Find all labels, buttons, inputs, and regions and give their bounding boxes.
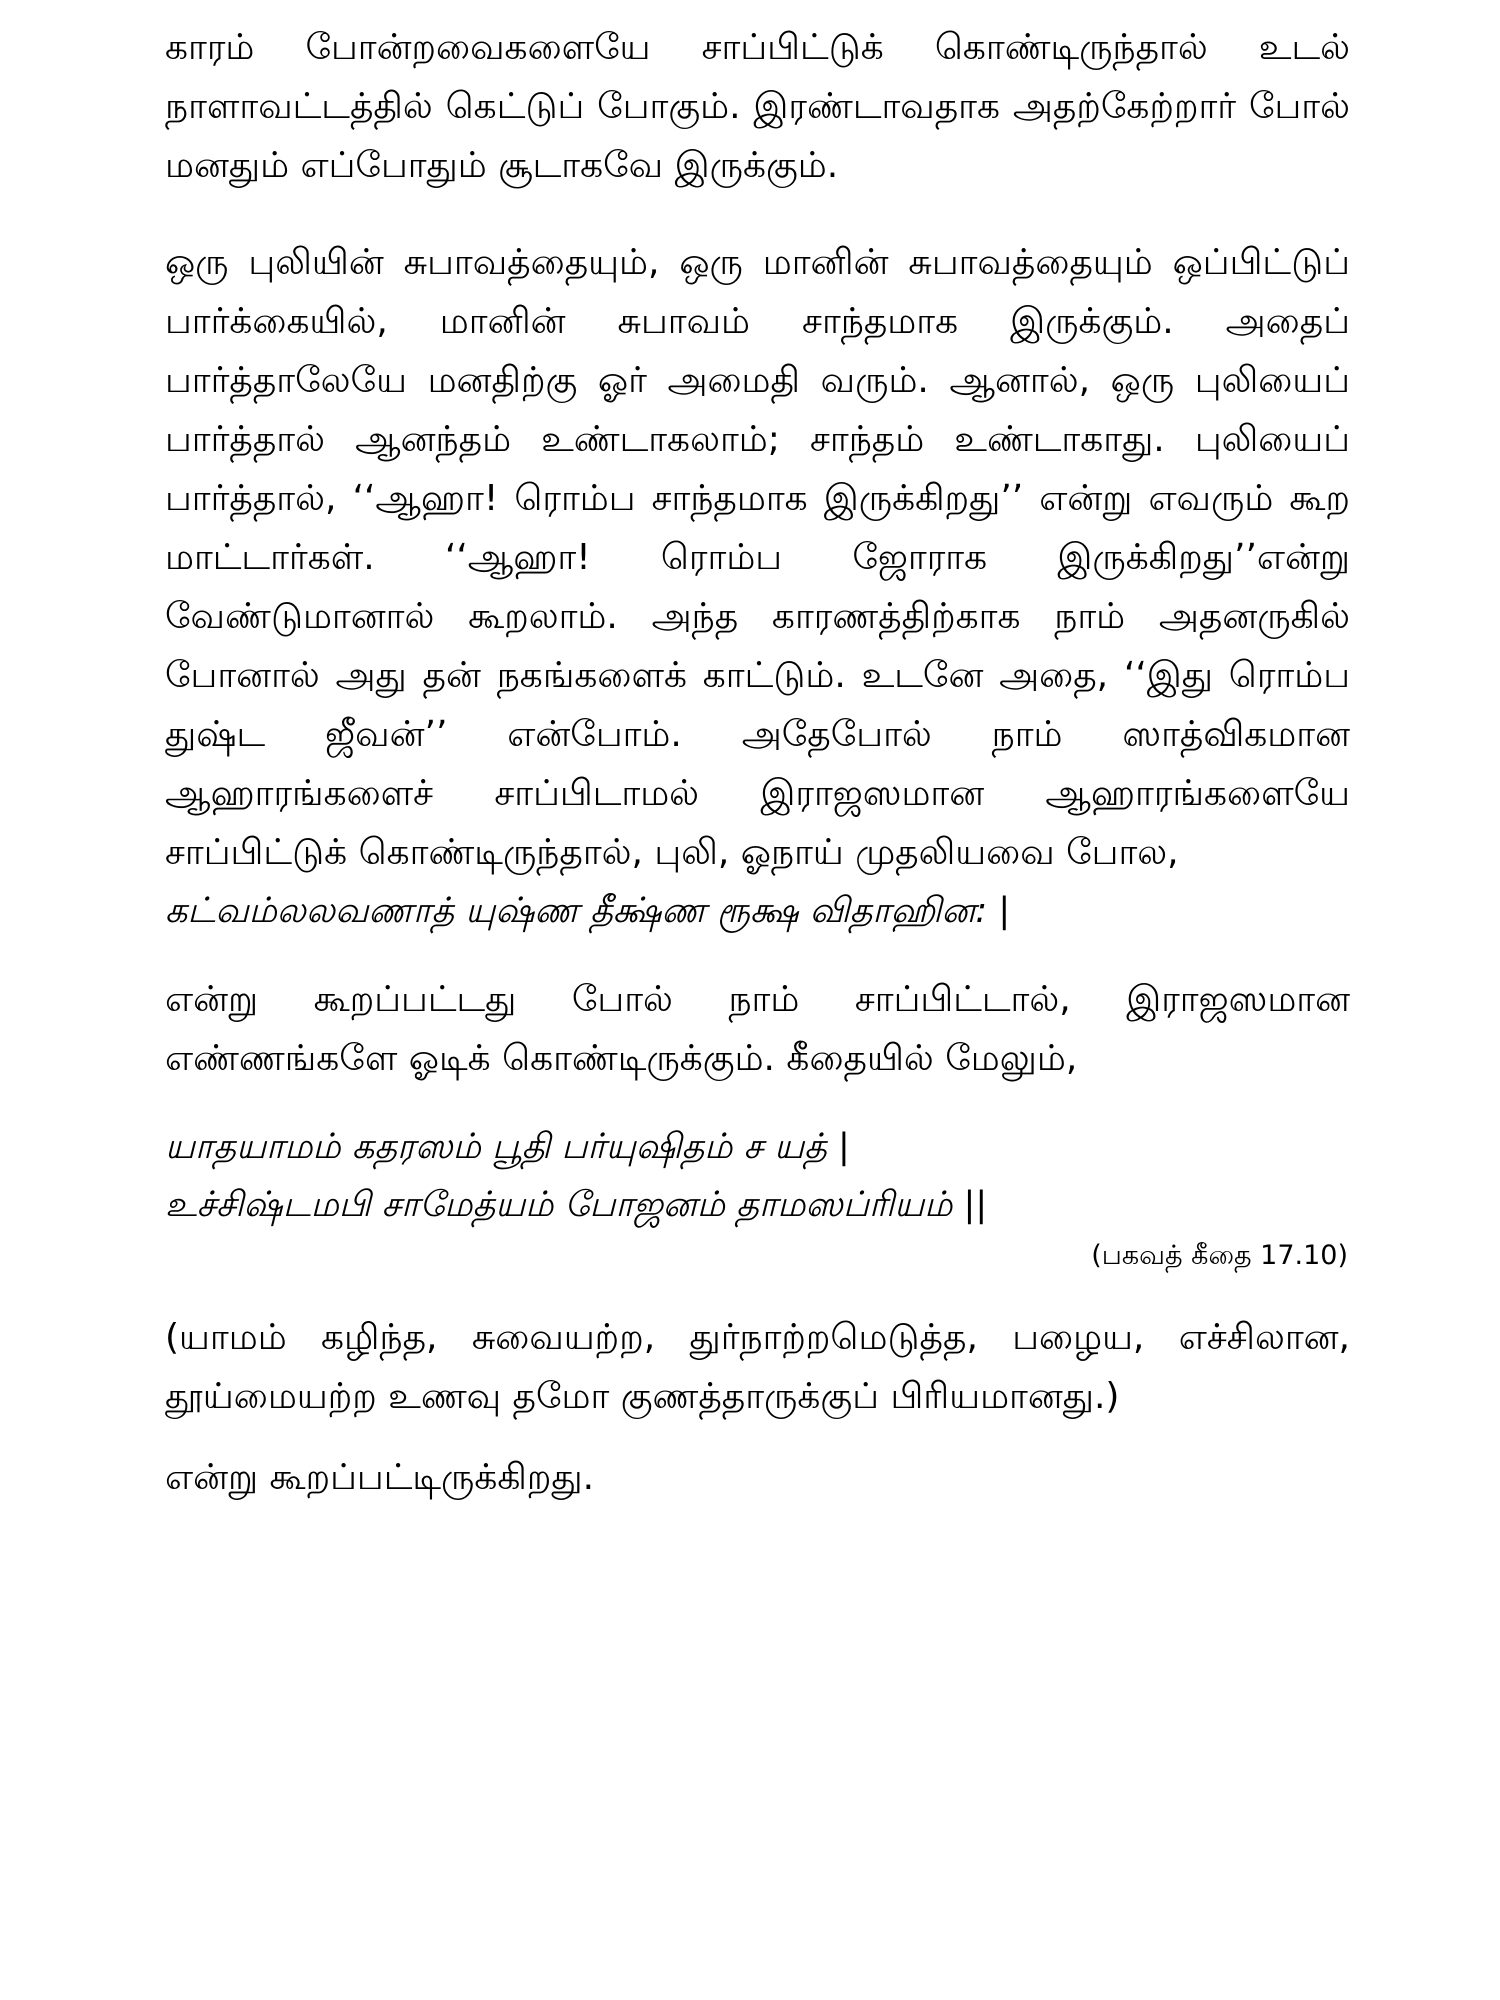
verse-rajasic-foods: கட்வம்லலவணாத் யுஷ்ண தீக்ஷ்ண ரூக்ஷ விதாஹின: |	[165, 891, 1011, 931]
verse-tamasic-food	[165, 1118, 1350, 1234]
paragraph-rajasic-thoughts: என்று கூறப்பட்டது போல் நாம் சாப்பிட்டால், இராஜஸமான எண்ணங்களே ஓடிக் கொண்டிருக்கும். கீதையில் மேலும்,	[165, 979, 1350, 1079]
paragraph-heat-effects: காரம் போன்றவைகளையே சாப்பிட்டுக் கொண்டிருந்தால் உடல் நாளாவட்டத்தில் கெட்டுப் போகும். இரண்டாவதாக அதற்கேற்றார் போல் மனதும் எப்போதும் சூடாகவே இருக்கும்.	[165, 27, 1350, 186]
verse-reference: (பகவத் கீதை 17.10)	[1091, 1240, 1348, 1271]
verse-line-1: யாதயாமம் கதரஸம் பூதி பர்யுஷிதம் ச யத் |	[165, 1127, 850, 1167]
verse-line-2: உச்சிஷ்டமபி சாமேத்யம் போஜனம் தாமஸப்ரியம் ||	[165, 1185, 988, 1225]
paragraph-tiger-deer: ஒரு புலியின் சுபாவத்தையும், ஒரு மானின் சுபாவத்தையும் ஒப்பிட்டுப் பார்க்கையில், மானின் சுபாவம் சாந்தமாக இருக்கும். அதைப் பார்த்தாலேயே மனதிற்கு ஓர் அமைதி வரும். ஆனால், ஒரு புலியைப் பார்த்தால் ஆனந்தம் உண்டாகலாம்; சாந்தம் உண்டாகாது. புலியைப் பார்த்தால், ‘‘ஆஹா! ரொம்ப சாந்தமாக இருக்கிறது’’ என்று எவரும் கூற மாட்டார்கள். ‘‘ஆஹா! ரொம்ப ஜோராக இருக்கிறது’’என்று வேண்டுமானால் கூறலாம். அந்த காரணத்திற்காக நாம் அதனருகில் போனால் அது தன் நகங்களைக் காட்டும். உடனே அதை, ‘‘இது ரொம்ப துஷ்ட ஜீவன்’’ என்போம். அதேபோல் நாம் ஸாத்விகமான ஆஹாரங்களைச் சாப்பிடாமல் இராஜஸமான ஆஹாரங்களையே சாப்பிட்டுக் கொண்டிருந்தால், புலி, ஓநாய் முதலியவை போல,	[165, 242, 1350, 873]
document-page	[165, 18, 1350, 1507]
paragraph-closing: என்று கூறப்பட்டிருக்கிறது.	[165, 1457, 595, 1498]
paragraph-translation: (யாமம் கழிந்த, சுவையற்ற, துர்நாற்றமெடுத்த, பழைய, எச்சிலான, தூய்மையற்ற உணவு தமோ குணத்தாருக்குப் பிரியமானது.)	[165, 1317, 1350, 1417]
